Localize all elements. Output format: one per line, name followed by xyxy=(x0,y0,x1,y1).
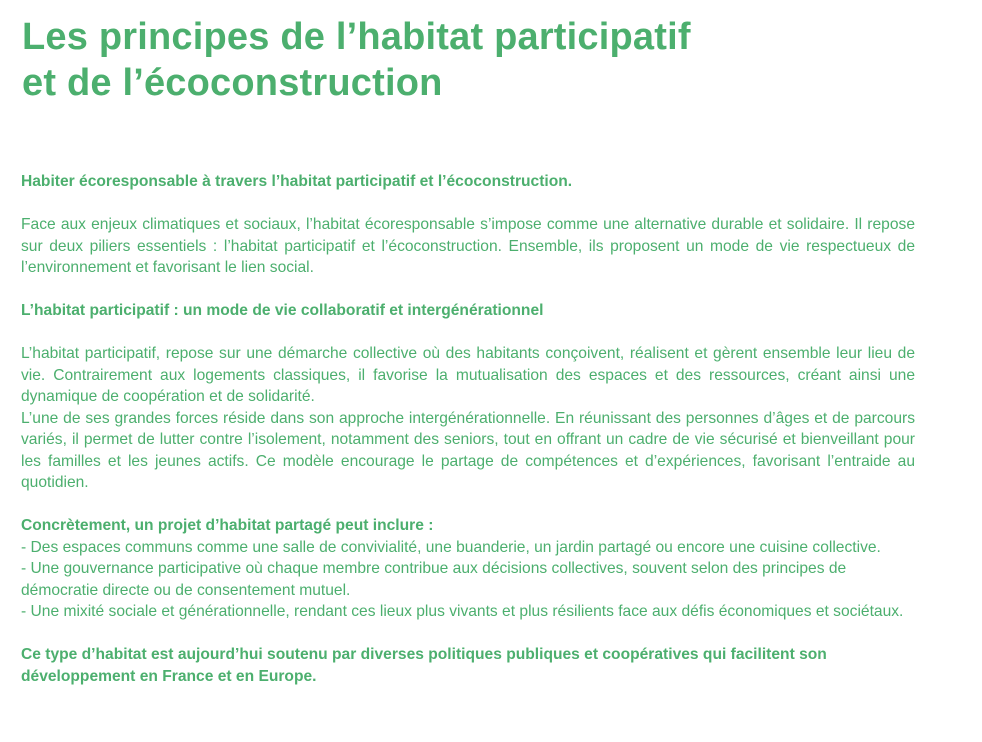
list-item: - Une mixité sociale et générationnelle, rendant ces lieux plus vivants et plus résilients face aux défis économiques et sociétaux. xyxy=(21,603,904,620)
spacer xyxy=(21,193,915,215)
section-heading-participatif: L’habitat participatif : un mode de vie collaboratif et intergénérationnel xyxy=(21,302,544,319)
page-title-line-2: et de l’écoconstruction xyxy=(22,62,443,104)
closing-statement: Ce type d’habitat est aujourd’hui soutenu par diverses politiques publiques et coopératives qui facilitent son développement en France et en Europe. xyxy=(21,646,827,685)
spacer xyxy=(21,279,915,301)
page-title xyxy=(22,14,922,106)
spacer xyxy=(21,322,915,344)
spacer xyxy=(21,623,915,645)
participatif-paragraph-2: L’une de ses grandes forces réside dans son approche intergénérationnelle. En réunissant des personnes d’âges et de parcours variés, il permet de lutter contre l’isolement, notamment des seniors, tout en offrant un cadre de vie sécurisé et bienveillant pour les familles et les jeunes actifs. Ce modèle encourage le partage de compétences et d’expériences, favorisant l’entraide au quotidien. xyxy=(21,409,915,491)
participatif-paragraph-1: L’habitat participatif, repose sur une démarche collective où des habitants conçoivent, réalisent et gèrent ensemble leur lieu de vie. Contrairement aux logements classiques, il favorise la mutualisation des espaces et des ressources, créant ainsi une dynamique de coopération et de solidarité. xyxy=(21,345,915,405)
list-item: - Une gouvernance participative où chaque membre contribue aux décisions collectives, souvent selon des principes de démocratie directe ou de consentement mutuel. xyxy=(21,560,847,599)
feature-list xyxy=(21,537,915,623)
list-item: - Des espaces communs comme une salle de convivialité, une buanderie, un jardin partagé ou encore une cuisine collective. xyxy=(21,538,881,556)
intro-heading: Habiter écoresponsable à travers l’habitat participatif et l’écoconstruction. xyxy=(21,173,573,190)
page-title-line-1: Les principes de l’habitat participatif xyxy=(22,16,691,58)
article-body xyxy=(21,171,915,687)
section-heading-concretement: Concrètement, un projet d’habitat partagé peut inclure : xyxy=(21,517,434,534)
spacer xyxy=(21,494,915,516)
intro-paragraph: Face aux enjeux climatiques et sociaux, l’habitat écoresponsable s’impose comme une alternative durable et solidaire. Il repose sur deux piliers essentiels : l’habitat participatif et l’écoconstruction. Ensemble, ils proposent un mode de vie respectueux de l’environnement et favorisant le lien social. xyxy=(21,216,915,276)
